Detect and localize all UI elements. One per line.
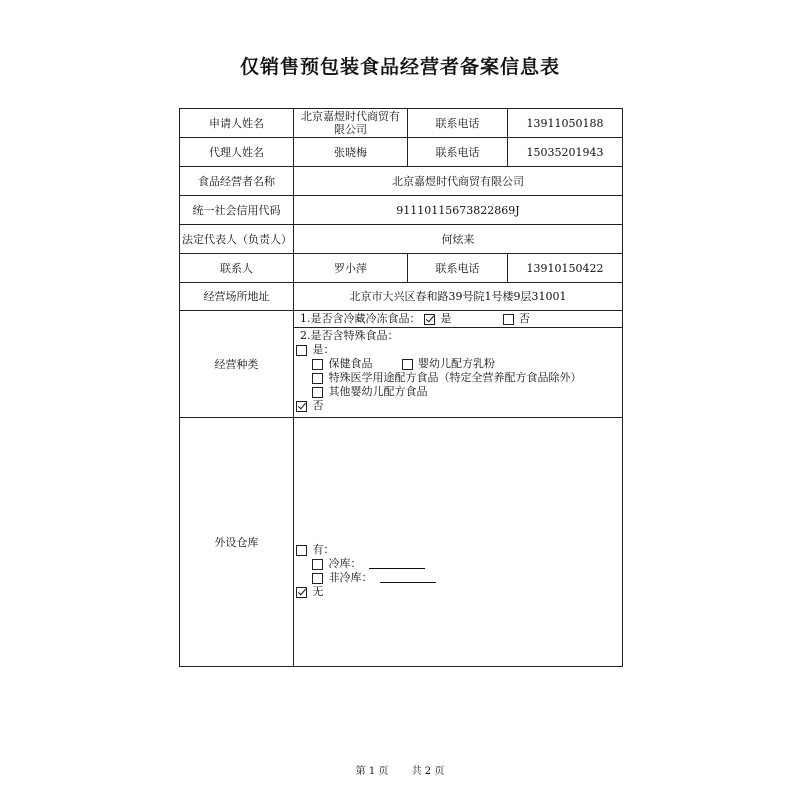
operator-name-label: 食品经营者名称: [180, 167, 294, 196]
non-cold-storage-checkbox-icon[interactable]: [312, 573, 323, 584]
warehouse-yes-checkbox-icon[interactable]: [296, 545, 307, 556]
phone-value-1: 13911050188: [508, 109, 623, 138]
agent-value: 张晓梅: [294, 138, 408, 167]
other-infant-food-checkbox-icon[interactable]: [312, 387, 323, 398]
cold-food-no-checkbox-icon[interactable]: [503, 314, 514, 325]
page-number: 第 1 页: [355, 766, 389, 777]
phone-label-1: 联系电话: [408, 109, 508, 138]
other-infant-food-label: 其他婴幼儿配方食品: [328, 385, 428, 398]
phone-label-3: 联系电话: [408, 254, 508, 283]
applicant-value: 北京嘉煜时代商贸有限公司: [294, 109, 408, 138]
medical-food-checkbox-icon[interactable]: [312, 373, 323, 384]
medical-food-label: 特殊医学用途配方食品（特定全营养配方食品除外）: [328, 371, 582, 384]
non-cold-storage-blank[interactable]: [380, 573, 436, 583]
row-contact: [180, 254, 623, 283]
contact-value: 罗小萍: [294, 254, 408, 283]
cold-food-yes-label: 是: [440, 312, 452, 325]
legal-rep-value: 何炫来: [294, 225, 623, 254]
phone-value-2: 15035201943: [508, 138, 623, 167]
phone-label-2: 联系电话: [408, 138, 508, 167]
row-warehouse: [180, 418, 623, 667]
page-footer: [0, 762, 800, 777]
warehouse-label: 外设仓库: [180, 418, 294, 667]
cold-food-yes-checkbox-icon[interactable]: [424, 314, 435, 325]
health-food-label: 保健食品: [328, 357, 373, 370]
business-type-options: [294, 311, 623, 418]
warehouse-no-label: 无: [312, 585, 324, 598]
special-food-question: [294, 328, 622, 414]
document-title: 仅销售预包装食品经营者备案信息表: [239, 56, 560, 78]
applicant-label: 申请人姓名: [180, 109, 294, 138]
address-label: 经营场所地址: [180, 283, 294, 311]
infant-formula-checkbox-icon[interactable]: [402, 359, 413, 370]
credit-code-label: 统一社会信用代码: [180, 196, 294, 225]
filing-form-table: [179, 108, 623, 667]
cold-food-question-text: 1.是否含冷藏冷冻食品：: [300, 312, 421, 325]
legal-rep-label: 法定代表人（负责人）: [180, 225, 294, 254]
infant-formula-label: 婴幼儿配方乳粉: [418, 357, 495, 370]
special-food-no-checkbox-icon[interactable]: [296, 401, 307, 412]
credit-code-value: 91110115673822869J: [294, 196, 623, 225]
health-food-checkbox-icon[interactable]: [312, 359, 323, 370]
row-address: [180, 283, 623, 311]
row-business-type: [180, 311, 623, 418]
row-legal-rep: [180, 225, 623, 254]
row-agent: [180, 138, 623, 167]
row-credit-code: [180, 196, 623, 225]
cold-storage-checkbox-icon[interactable]: [312, 559, 323, 570]
cold-food-no-label: 否: [519, 312, 530, 325]
contact-label: 联系人: [180, 254, 294, 283]
special-food-no-label: 否: [312, 399, 324, 412]
address-value: 北京市大兴区春和路39号院1号楼9层31001: [294, 283, 623, 311]
non-cold-storage-label: 非冷库：: [328, 571, 373, 584]
phone-value-3: 13910150422: [508, 254, 623, 283]
row-operator-name: [180, 167, 623, 196]
warehouse-options: [294, 418, 623, 667]
row-applicant: [180, 109, 623, 138]
warehouse-no-checkbox-icon[interactable]: [296, 587, 307, 598]
special-food-yes-label: 是：: [312, 343, 335, 356]
business-type-label: 经营种类: [180, 311, 294, 418]
agent-label: 代理人姓名: [180, 138, 294, 167]
operator-name-value: 北京嘉煜时代商贸有限公司: [294, 167, 623, 196]
cold-food-question: [294, 311, 622, 328]
warehouse-yes-label: 有：: [312, 543, 335, 556]
special-food-question-text: 2.是否含特殊食品：: [300, 329, 399, 342]
page-total: 共 2 页: [411, 766, 445, 777]
special-food-yes-checkbox-icon[interactable]: [296, 345, 307, 356]
cold-storage-label: 冷库：: [328, 557, 362, 570]
cold-storage-blank[interactable]: [369, 559, 425, 569]
